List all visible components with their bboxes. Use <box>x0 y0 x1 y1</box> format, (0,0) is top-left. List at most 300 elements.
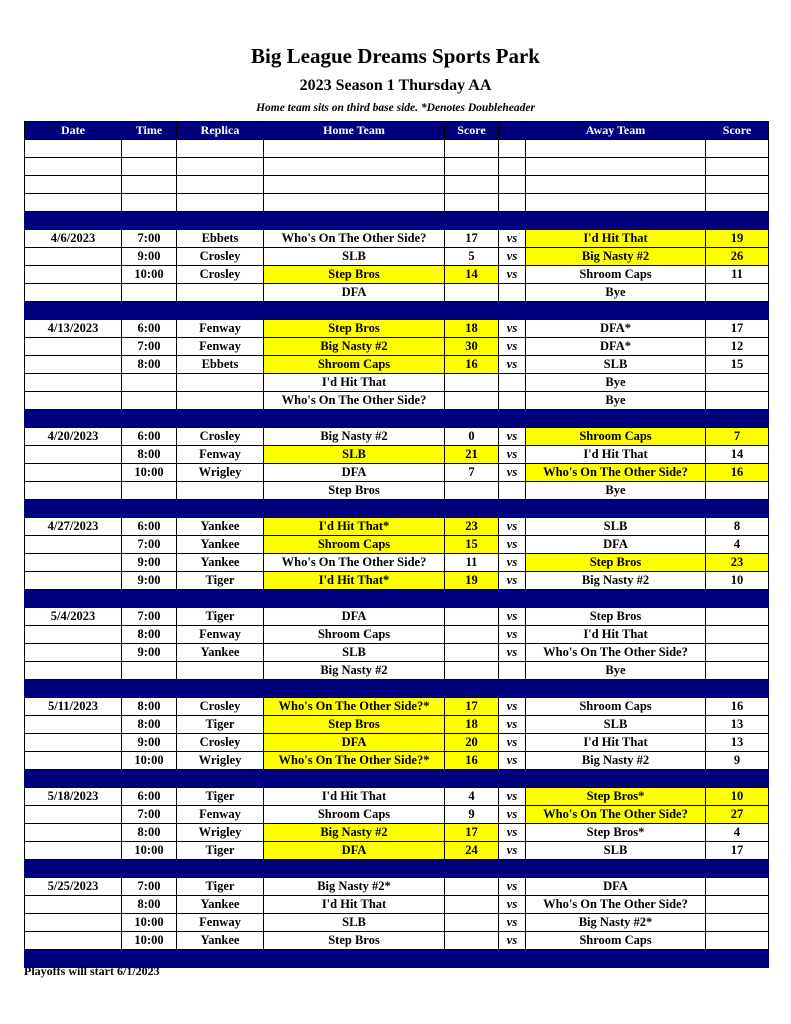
separator-cell <box>706 590 769 608</box>
date-cell <box>25 248 122 266</box>
vs-cell: vs <box>499 896 526 914</box>
home-score-cell: 18 <box>445 716 499 734</box>
home-score-cell: 21 <box>445 446 499 464</box>
vs-cell: vs <box>499 464 526 482</box>
separator-cell <box>25 860 122 878</box>
separator-cell <box>445 770 499 788</box>
time-cell: 10:00 <box>122 914 177 932</box>
game-row <box>25 824 769 842</box>
empty-cell <box>499 158 526 176</box>
game-row <box>25 446 769 464</box>
away-team-cell: Bye <box>526 374 706 392</box>
separator-cell <box>264 860 445 878</box>
week-separator <box>25 410 769 428</box>
vs-cell: vs <box>499 608 526 626</box>
separator-cell <box>526 860 706 878</box>
away-score-cell: 16 <box>706 698 769 716</box>
home-team-cell: Big Nasty #2 <box>264 338 445 356</box>
blank-row <box>25 176 769 194</box>
date-cell <box>25 356 122 374</box>
vs-cell: vs <box>499 644 526 662</box>
replica-cell: Tiger <box>177 842 264 860</box>
home-score-cell: 18 <box>445 320 499 338</box>
game-row <box>25 716 769 734</box>
date-cell <box>25 842 122 860</box>
away-score-cell: 26 <box>706 248 769 266</box>
home-score-cell: 9 <box>445 806 499 824</box>
home-team-cell: Who's On The Other Side? <box>264 392 445 410</box>
week-separator <box>25 770 769 788</box>
away-team-cell: Big Nasty #2 <box>526 752 706 770</box>
vs-cell: vs <box>499 878 526 896</box>
separator-cell <box>526 410 706 428</box>
separator-cell <box>445 500 499 518</box>
time-cell: 6:00 <box>122 788 177 806</box>
game-row <box>25 284 769 302</box>
vs-cell: vs <box>499 338 526 356</box>
replica-cell: Yankee <box>177 518 264 536</box>
empty-cell <box>445 176 499 194</box>
date-cell <box>25 716 122 734</box>
home-score-cell: 11 <box>445 554 499 572</box>
away-team-cell: Who's On The Other Side? <box>526 806 706 824</box>
replica-cell: Ebbets <box>177 230 264 248</box>
replica-cell <box>177 392 264 410</box>
away-team-cell: Bye <box>526 392 706 410</box>
empty-cell <box>177 194 264 212</box>
game-row <box>25 608 769 626</box>
vs-cell: vs <box>499 698 526 716</box>
game-row <box>25 266 769 284</box>
date-cell: 4/27/2023 <box>25 518 122 536</box>
vs-cell: vs <box>499 716 526 734</box>
home-score-cell: 20 <box>445 734 499 752</box>
separator-cell <box>445 950 499 968</box>
empty-cell <box>264 194 445 212</box>
home-team-cell: Big Nasty #2 <box>264 824 445 842</box>
time-cell: 10:00 <box>122 266 177 284</box>
separator-cell <box>177 212 264 230</box>
separator-cell <box>122 500 177 518</box>
date-cell <box>25 896 122 914</box>
date-cell <box>25 536 122 554</box>
empty-cell <box>445 194 499 212</box>
date-cell <box>25 932 122 950</box>
separator-cell <box>177 500 264 518</box>
week-separator <box>25 860 769 878</box>
separator-cell <box>177 770 264 788</box>
vs-cell <box>499 662 526 680</box>
separator-cell <box>526 302 706 320</box>
replica-cell: Tiger <box>177 572 264 590</box>
week-separator <box>25 680 769 698</box>
home-score-cell: 19 <box>445 572 499 590</box>
date-cell <box>25 392 122 410</box>
empty-cell <box>25 158 122 176</box>
replica-cell: Fenway <box>177 338 264 356</box>
away-score-cell: 8 <box>706 518 769 536</box>
separator-cell <box>264 680 445 698</box>
vs-cell <box>499 482 526 500</box>
away-score-cell <box>706 644 769 662</box>
away-score-cell <box>706 626 769 644</box>
game-row <box>25 536 769 554</box>
empty-cell <box>706 140 769 158</box>
vs-cell: vs <box>499 536 526 554</box>
separator-cell <box>25 680 122 698</box>
time-cell: 7:00 <box>122 608 177 626</box>
home-score-cell: 4 <box>445 788 499 806</box>
blank-row <box>25 140 769 158</box>
home-score-cell <box>445 626 499 644</box>
date-cell: 5/4/2023 <box>25 608 122 626</box>
away-score-cell: 4 <box>706 824 769 842</box>
page-title: Big League Dreams Sports Park <box>251 44 540 68</box>
empty-cell <box>706 158 769 176</box>
separator-cell <box>445 680 499 698</box>
empty-cell <box>526 158 706 176</box>
date-cell <box>25 446 122 464</box>
time-cell: 7:00 <box>122 878 177 896</box>
away-score-cell: 13 <box>706 716 769 734</box>
date-cell: 4/6/2023 <box>25 230 122 248</box>
time-cell <box>122 284 177 302</box>
schedule-body <box>25 140 769 968</box>
separator-cell <box>499 590 526 608</box>
separator-cell <box>499 500 526 518</box>
separator-cell <box>264 302 445 320</box>
replica-cell: Fenway <box>177 914 264 932</box>
home-team-cell: SLB <box>264 914 445 932</box>
game-row <box>25 644 769 662</box>
away-team-cell: Bye <box>526 284 706 302</box>
away-team-cell: Who's On The Other Side? <box>526 464 706 482</box>
home-score-cell <box>445 878 499 896</box>
away-team-cell: SLB <box>526 842 706 860</box>
separator-cell <box>526 500 706 518</box>
home-team-cell: Shroom Caps <box>264 626 445 644</box>
home-score-cell: 16 <box>445 752 499 770</box>
separator-cell <box>445 212 499 230</box>
home-team-cell: Who's On The Other Side? <box>264 230 445 248</box>
away-team-cell: DFA <box>526 536 706 554</box>
empty-cell <box>177 158 264 176</box>
empty-cell <box>177 140 264 158</box>
separator-cell <box>445 410 499 428</box>
vs-cell: vs <box>499 446 526 464</box>
home-score-cell <box>445 482 499 500</box>
away-team-cell: I'd Hit That <box>526 734 706 752</box>
time-cell: 8:00 <box>122 698 177 716</box>
home-team-cell: Big Nasty #2 <box>264 428 445 446</box>
date-cell <box>25 752 122 770</box>
time-cell: 8:00 <box>122 824 177 842</box>
separator-cell <box>177 302 264 320</box>
game-row <box>25 806 769 824</box>
time-cell: 10:00 <box>122 842 177 860</box>
time-cell: 8:00 <box>122 626 177 644</box>
empty-cell <box>526 194 706 212</box>
separator-cell <box>706 212 769 230</box>
separator-cell <box>526 212 706 230</box>
game-row <box>25 626 769 644</box>
game-row <box>25 572 769 590</box>
replica-cell: Yankee <box>177 554 264 572</box>
date-cell: 5/25/2023 <box>25 878 122 896</box>
game-row <box>25 788 769 806</box>
separator-cell <box>706 770 769 788</box>
separator-cell <box>499 212 526 230</box>
vs-cell: vs <box>499 518 526 536</box>
game-row <box>25 896 769 914</box>
separator-cell <box>264 500 445 518</box>
separator-cell <box>499 770 526 788</box>
game-row <box>25 392 769 410</box>
separator-cell <box>706 950 769 968</box>
time-cell: 9:00 <box>122 734 177 752</box>
away-score-cell: 10 <box>706 572 769 590</box>
date-cell <box>25 464 122 482</box>
away-team-cell: Shroom Caps <box>526 266 706 284</box>
date-cell <box>25 284 122 302</box>
separator-cell <box>706 410 769 428</box>
col-header-away-score: Score <box>706 122 769 140</box>
replica-cell <box>177 284 264 302</box>
home-team-cell: SLB <box>264 446 445 464</box>
time-cell: 8:00 <box>122 356 177 374</box>
away-team-cell: Step Bros* <box>526 824 706 842</box>
replica-cell <box>177 374 264 392</box>
away-score-cell: 12 <box>706 338 769 356</box>
away-team-cell: DFA* <box>526 320 706 338</box>
home-score-cell: 14 <box>445 266 499 284</box>
away-score-cell: 27 <box>706 806 769 824</box>
replica-cell <box>177 662 264 680</box>
empty-cell <box>122 140 177 158</box>
game-row <box>25 518 769 536</box>
blank-row <box>25 194 769 212</box>
separator-cell <box>264 410 445 428</box>
home-team-cell: SLB <box>264 644 445 662</box>
away-team-cell: Shroom Caps <box>526 428 706 446</box>
home-team-cell: Shroom Caps <box>264 806 445 824</box>
separator-cell <box>177 410 264 428</box>
col-header-replica: Replica <box>177 122 264 140</box>
home-team-cell: Big Nasty #2* <box>264 878 445 896</box>
replica-cell: Tiger <box>177 608 264 626</box>
separator-cell <box>706 680 769 698</box>
separator-cell <box>122 860 177 878</box>
time-cell: 9:00 <box>122 644 177 662</box>
time-cell: 7:00 <box>122 536 177 554</box>
game-row <box>25 932 769 950</box>
away-team-cell: Who's On The Other Side? <box>526 896 706 914</box>
date-cell <box>25 806 122 824</box>
vs-cell <box>499 392 526 410</box>
separator-cell <box>526 950 706 968</box>
vs-cell: vs <box>499 356 526 374</box>
away-score-cell: 17 <box>706 842 769 860</box>
separator-cell <box>499 410 526 428</box>
vs-cell: vs <box>499 806 526 824</box>
vs-cell: vs <box>499 914 526 932</box>
vs-cell: vs <box>499 824 526 842</box>
away-score-cell: 23 <box>706 554 769 572</box>
game-row <box>25 356 769 374</box>
time-cell: 9:00 <box>122 554 177 572</box>
replica-cell: Fenway <box>177 446 264 464</box>
separator-cell <box>526 680 706 698</box>
game-row <box>25 914 769 932</box>
home-score-cell: 17 <box>445 698 499 716</box>
home-team-cell: DFA <box>264 734 445 752</box>
header-row <box>25 122 769 140</box>
home-score-cell: 23 <box>445 518 499 536</box>
replica-cell: Wrigley <box>177 752 264 770</box>
replica-cell: Crosley <box>177 248 264 266</box>
separator-cell <box>526 770 706 788</box>
away-score-cell: 19 <box>706 230 769 248</box>
separator-cell <box>264 212 445 230</box>
week-separator <box>25 302 769 320</box>
home-team-cell: Step Bros <box>264 482 445 500</box>
replica-cell <box>177 482 264 500</box>
separator-cell <box>177 950 264 968</box>
date-cell <box>25 662 122 680</box>
away-score-cell: 4 <box>706 536 769 554</box>
separator-cell <box>25 500 122 518</box>
game-row <box>25 320 769 338</box>
vs-cell: vs <box>499 626 526 644</box>
away-team-cell: I'd Hit That <box>526 230 706 248</box>
home-team-cell: I'd Hit That <box>264 896 445 914</box>
empty-cell <box>122 158 177 176</box>
away-team-cell: Big Nasty #2* <box>526 914 706 932</box>
home-team-cell: DFA <box>264 284 445 302</box>
replica-cell: Yankee <box>177 932 264 950</box>
separator-cell <box>706 302 769 320</box>
game-row <box>25 482 769 500</box>
separator-cell <box>122 302 177 320</box>
home-score-cell: 15 <box>445 536 499 554</box>
home-team-cell: Shroom Caps <box>264 536 445 554</box>
home-team-cell: DFA <box>264 842 445 860</box>
home-score-cell: 5 <box>445 248 499 266</box>
vs-cell: vs <box>499 230 526 248</box>
game-row <box>25 878 769 896</box>
time-cell: 6:00 <box>122 320 177 338</box>
vs-cell: vs <box>499 842 526 860</box>
vs-cell: vs <box>499 932 526 950</box>
home-team-cell: Who's On The Other Side?* <box>264 698 445 716</box>
empty-cell <box>264 158 445 176</box>
separator-cell <box>122 680 177 698</box>
away-team-cell: DFA <box>526 878 706 896</box>
home-team-cell: Big Nasty #2 <box>264 662 445 680</box>
separator-cell <box>499 950 526 968</box>
home-score-cell: 16 <box>445 356 499 374</box>
game-row <box>25 662 769 680</box>
date-cell <box>25 914 122 932</box>
home-score-cell: 7 <box>445 464 499 482</box>
week-separator <box>25 212 769 230</box>
time-cell: 8:00 <box>122 446 177 464</box>
away-team-cell: Step Bros <box>526 608 706 626</box>
replica-cell: Crosley <box>177 428 264 446</box>
time-cell: 6:00 <box>122 518 177 536</box>
vs-cell: vs <box>499 248 526 266</box>
away-team-cell: Shroom Caps <box>526 932 706 950</box>
separator-cell <box>706 500 769 518</box>
replica-cell: Wrigley <box>177 464 264 482</box>
replica-cell: Yankee <box>177 536 264 554</box>
time-cell: 8:00 <box>122 716 177 734</box>
time-cell: 7:00 <box>122 230 177 248</box>
schedule-table <box>24 121 769 968</box>
home-team-cell: Step Bros <box>264 932 445 950</box>
away-score-cell <box>706 392 769 410</box>
home-score-cell: 30 <box>445 338 499 356</box>
game-row <box>25 338 769 356</box>
time-cell <box>122 482 177 500</box>
empty-cell <box>706 176 769 194</box>
separator-cell <box>122 212 177 230</box>
home-score-cell: 17 <box>445 230 499 248</box>
time-cell: 10:00 <box>122 464 177 482</box>
date-cell: 5/18/2023 <box>25 788 122 806</box>
away-score-cell: 7 <box>706 428 769 446</box>
date-cell: 5/11/2023 <box>25 698 122 716</box>
home-score-cell <box>445 608 499 626</box>
home-score-cell: 24 <box>445 842 499 860</box>
separator-cell <box>445 590 499 608</box>
replica-cell: Fenway <box>177 806 264 824</box>
replica-cell: Fenway <box>177 626 264 644</box>
separator-cell <box>25 212 122 230</box>
home-team-cell: I'd Hit That* <box>264 572 445 590</box>
away-score-cell: 14 <box>706 446 769 464</box>
separator-cell <box>499 860 526 878</box>
away-score-cell: 10 <box>706 788 769 806</box>
empty-cell <box>706 194 769 212</box>
empty-cell <box>445 140 499 158</box>
away-score-cell <box>706 482 769 500</box>
home-score-cell <box>445 284 499 302</box>
separator-cell <box>122 590 177 608</box>
vs-cell: vs <box>499 752 526 770</box>
away-team-cell: Bye <box>526 662 706 680</box>
away-team-cell: SLB <box>526 716 706 734</box>
home-team-cell: Step Bros <box>264 716 445 734</box>
replica-cell: Tiger <box>177 716 264 734</box>
separator-cell <box>25 590 122 608</box>
home-score-cell <box>445 932 499 950</box>
separator-cell <box>177 860 264 878</box>
vs-cell: vs <box>499 428 526 446</box>
away-score-cell: 15 <box>706 356 769 374</box>
home-score-cell: 17 <box>445 824 499 842</box>
away-score-cell <box>706 896 769 914</box>
away-team-cell: SLB <box>526 356 706 374</box>
replica-cell: Ebbets <box>177 356 264 374</box>
away-team-cell: Bye <box>526 482 706 500</box>
separator-cell <box>177 680 264 698</box>
time-cell <box>122 662 177 680</box>
away-score-cell <box>706 608 769 626</box>
separator-cell <box>499 680 526 698</box>
time-cell: 10:00 <box>122 752 177 770</box>
empty-cell <box>499 176 526 194</box>
